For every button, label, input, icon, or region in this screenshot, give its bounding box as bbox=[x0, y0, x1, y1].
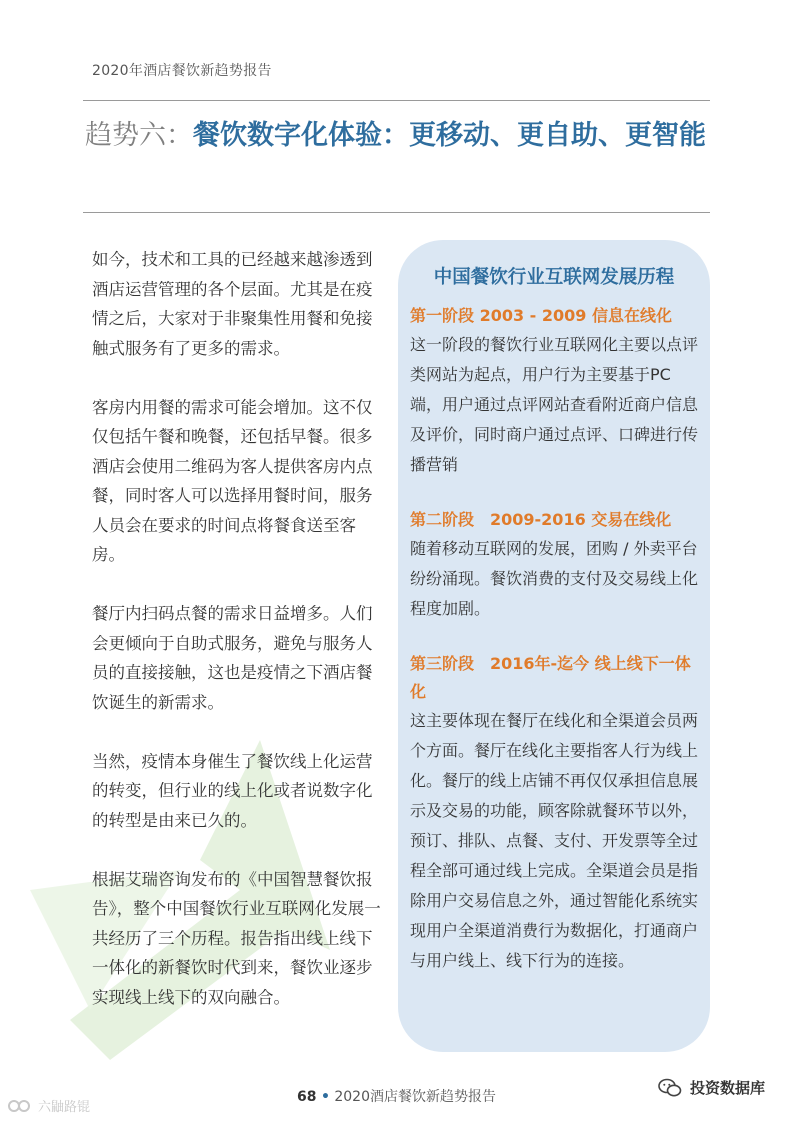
wechat-icon bbox=[658, 1078, 682, 1098]
side-panel-title: 中国餐饮行业互联网发展历程 bbox=[433, 267, 675, 288]
paragraph-5: 根据艾瑞咨询发布的《中国智慧餐饮报告》，整个中国餐饮行业互联网化发展一共经历了三个历程。报告指出线上线下一体化的新餐饮时代到来，餐饮业逐步实现线上线下的双向融合。 bbox=[92, 869, 381, 1007]
heading-main: 餐饮数字化体验：更移动、更自助、更智能 bbox=[193, 120, 706, 151]
paragraph-1: 如今，技术和工具的已经越来越渗透到酒店运营管理的各个层面。尤其是在疫情之后，大家对于非聚集性用餐和免接触式服务有了更多的需求。 bbox=[92, 250, 373, 358]
brand-right bbox=[658, 1077, 765, 1098]
stage-3-body: 这主要体现在餐厅在线化和全渠道会员两个方面。餐厅在线化主要指客人行为线上化。餐厅的线上店铺不再仅仅承担信息展示及交易的功能，顾客除就餐环节以外，预订、排队、点餐、支付、开发票等全过程全部可通过线上完成。全渠道会员是指除用户交易信息之外，通过智能化系统实现用户全渠道消费行为数据化，打通商户与用户线上、线下行为的连接。 bbox=[410, 711, 699, 970]
bottom-divider bbox=[83, 212, 710, 213]
footer-report-title: 2020酒店餐饮新趋势报告 bbox=[334, 1089, 496, 1105]
stage-2-title: 第二阶段 2009-2016 交易在线化 bbox=[410, 510, 672, 529]
brand-left-text: 六鼬路锟 bbox=[38, 1100, 91, 1115]
paragraph-3: 餐厅内扫码点餐的需求日益增多。人们会更倾向于自助式服务，避免与服务人员的直接接触，这也是疫情之下酒店餐饮诞生的新需求。 bbox=[92, 604, 373, 712]
heading-prefix: 趋势六： bbox=[85, 120, 193, 151]
footer-separator: • bbox=[320, 1089, 330, 1105]
stage-2-body: 随着移动互联网的发展，团购 / 外卖平台纷纷涌现。餐饮消费的支付及交易线上化程度加剧。 bbox=[410, 539, 699, 618]
page-number: 68 bbox=[297, 1089, 317, 1105]
left-column bbox=[92, 245, 382, 1042]
brand-logo-icon bbox=[8, 1098, 34, 1114]
brand-left bbox=[8, 1096, 90, 1115]
report-header-title: 2020年酒店餐饮新趋势报告 bbox=[92, 63, 272, 79]
side-panel-content bbox=[410, 302, 702, 1002]
stage-1-body: 这一阶段的餐饮行业互联网化主要以点评类网站为起点，用户行为主要基于PC端，用户通过点评网站查看附近商户信息及评价，同时商户通过点评、口碑进行传播营销 bbox=[410, 335, 699, 474]
paragraph-4: 当然，疫情本身催生了餐饮线上化运营的转变，但行业的线上化或者说数字化的转型是由来已久的。 bbox=[92, 751, 373, 830]
top-divider bbox=[83, 100, 710, 101]
paragraph-2: 客房内用餐的需求可能会增加。这不仅仅包括午餐和晚餐，还包括早餐。很多酒店会使用二维码为客人提供客房内点餐，同时客人可以选择用餐时间，服务人员会在要求的时间点将餐食送至客房。 bbox=[92, 397, 373, 564]
stage-3-title: 第三阶段 2016年-迄今 线上线下一体化 bbox=[410, 654, 691, 701]
brand-right-text: 投资数据库 bbox=[689, 1079, 765, 1097]
section-heading bbox=[85, 112, 715, 159]
stage-1-title: 第一阶段 2003 - 2009 信息在线化 bbox=[410, 306, 672, 325]
